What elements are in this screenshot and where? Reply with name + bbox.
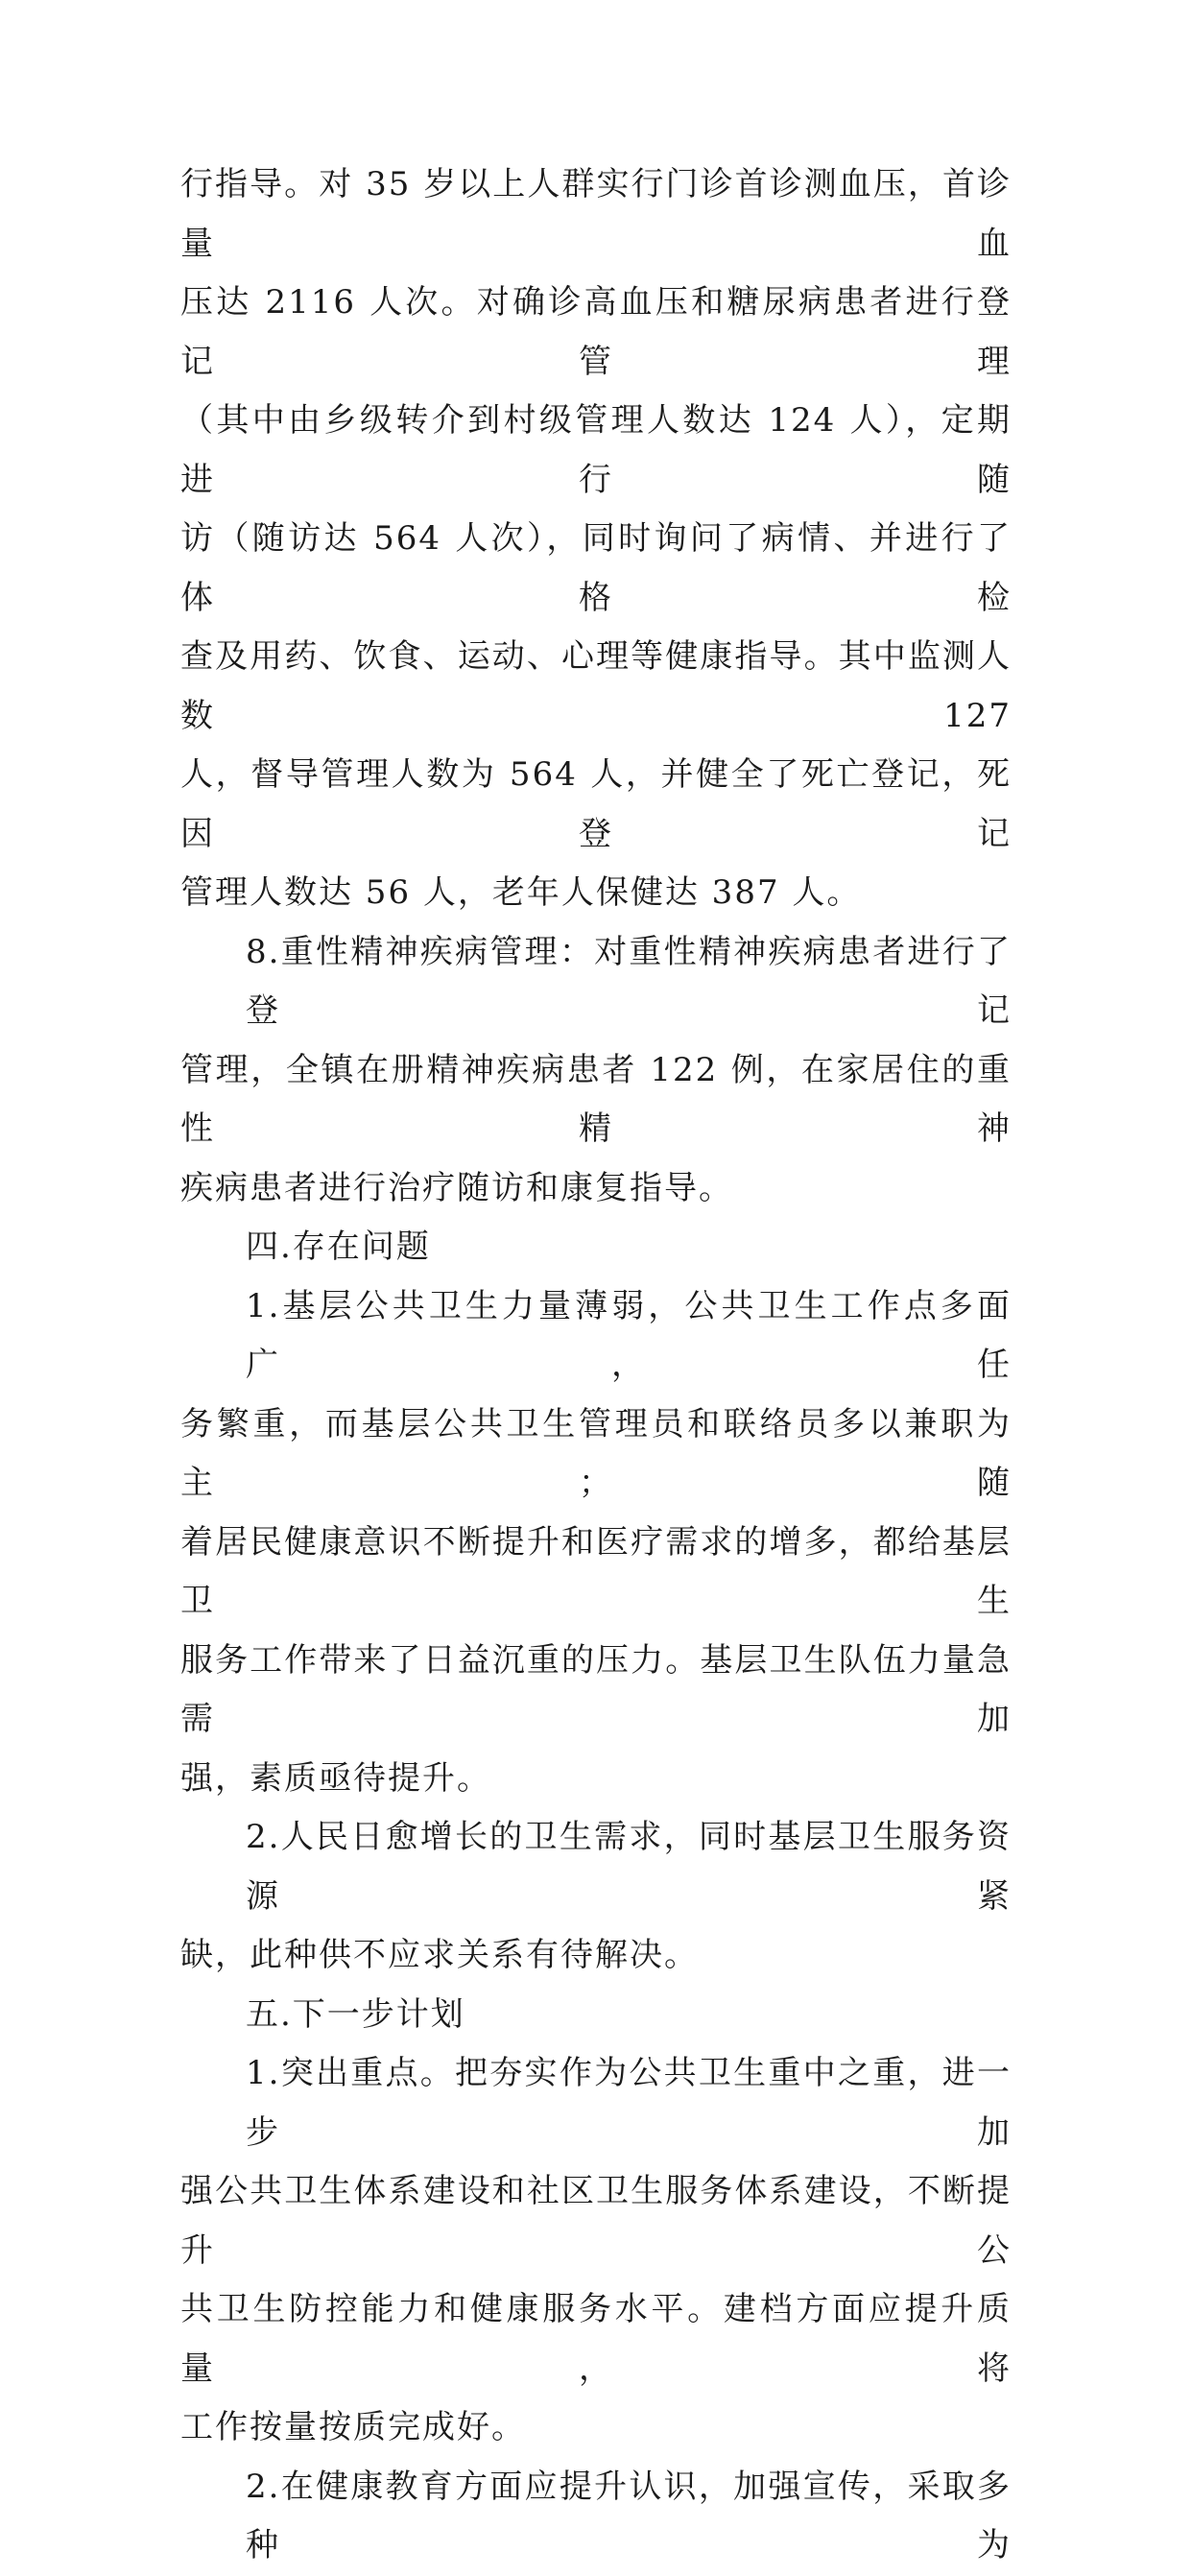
paragraph-problem-2 [180, 1808, 1012, 1986]
text-line: 强，素质亟待提升。 [180, 1758, 491, 1798]
paragraph-mental-illness [180, 923, 1012, 1219]
text-line: 管理，全镇在册精神疾病患者 122 例，在家居住的重性精神 [180, 1050, 1012, 1148]
text-line: 1.基层公共卫生力量薄弱，公共卫生工作点多面广，任 [246, 1286, 1012, 1384]
paragraph-chronic-disease [180, 155, 1012, 923]
text-line: 1.突出重点。把夯实作为公共卫生重中之重，进一步加 [246, 2054, 1012, 2152]
section-heading-next-plan: 五.下一步计划 [246, 1994, 465, 2034]
text-line: 访（随访达 564 人次），同时询问了病情、并进行了体格检 [180, 519, 1012, 617]
text-line: 压达 2116 人次。对确诊高血压和糖尿病患者进行登记管理 [180, 283, 1012, 381]
text-line: 务繁重，而基层公共卫生管理员和联络员多以兼职为主；随 [180, 1404, 1012, 1502]
paragraph-plan-2 [180, 2458, 1012, 2576]
text-line: 服务工作带来了日益沉重的压力。基层卫生队伍力量急需加 [180, 1640, 1012, 1738]
document-page [180, 155, 1012, 2576]
text-line: 共卫生防控能力和健康服务水平。建档方面应提升质量，将 [180, 2290, 1012, 2388]
text-line: 查及用药、饮食、运动、心理等健康指导。其中监测人数 127 [180, 637, 1012, 735]
text-line: 疾病患者进行治疗随访和康复指导。 [180, 1168, 733, 1207]
text-line: 8.重性精神疾病管理：对重性精神疾病患者进行了登记 [246, 932, 1012, 1030]
paragraph-plan-1 [180, 2044, 1012, 2458]
text-line: 工作按量按质完成好。 [180, 2408, 526, 2446]
text-line: 管理人数达 56 人，老年人保健达 387 人。 [180, 873, 862, 912]
text-line: 缺，此种供不应求关系有待解决。 [180, 1936, 699, 1974]
text-line: 人，督导管理人数为 564 人，并健全了死亡登记，死因登记 [180, 755, 1012, 853]
section-heading-problems: 四.存在问题 [246, 1228, 431, 1266]
text-line: 2.人民日愈增长的卫生需求，同时基层卫生服务资源紧 [246, 1818, 1012, 1916]
text-line: 着居民健康意识不断提升和医疗需求的增多，都给基层卫生 [180, 1522, 1012, 1620]
text-line: （其中由乡级转介到村级管理人数达 124 人），定期进行随 [180, 401, 1012, 499]
text-line: 2.在健康教育方面应提升认识，加强宣传，采取多种为 [246, 2467, 1012, 2564]
text-line: 行指导。对 35 岁以上人群实行门诊首诊测血压，首诊量血 [180, 165, 1012, 263]
paragraph-problem-1 [180, 1277, 1012, 1809]
text-line: 强公共卫生体系建设和社区卫生服务体系建设，不断提升公 [180, 2172, 1012, 2270]
